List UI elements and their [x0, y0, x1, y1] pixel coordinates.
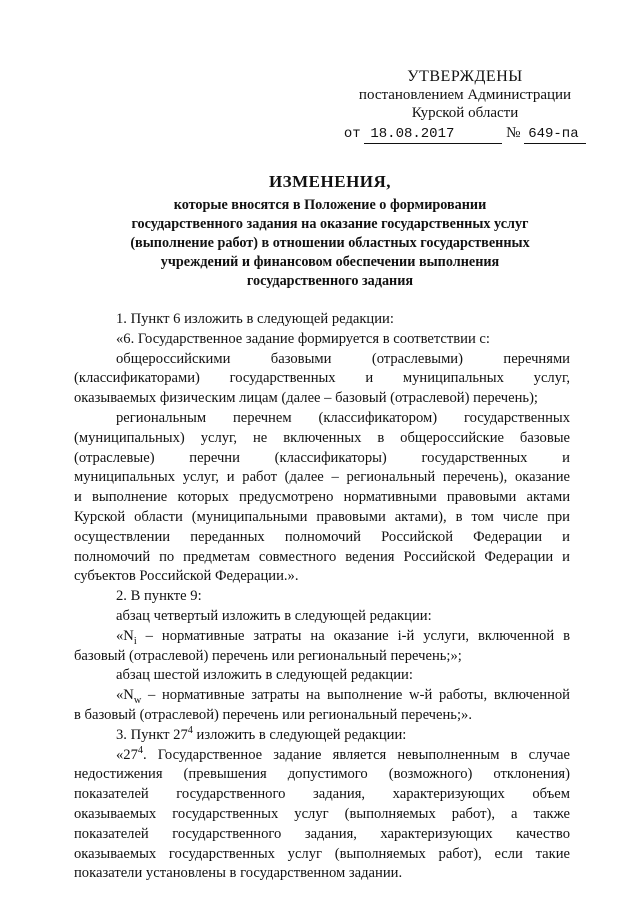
formula-nw-line: «$N_w$ – нормативные затраты на выполнение w-й работы, включенной [116, 687, 570, 707]
paragraph-line: осуществлении переданных полномочий Российской Федерации и [74, 528, 570, 545]
paragraph-line: показатели установлены в государственном задании. [74, 865, 403, 882]
paragraph-line: региональным перечнем (классификатором) государственных [116, 409, 570, 426]
approval-date-line [330, 124, 600, 144]
subtitle-line: учреждений и финансовом обеспечении выполнения [160, 254, 500, 270]
paragraph-line: субъектов Российской Федерации.». [74, 568, 299, 585]
paragraph-line: общероссийскими базовыми (отраслевыми) перечнями [116, 350, 570, 367]
paragraph-line: абзац шестой изложить в следующей редакции: [116, 667, 413, 684]
paragraph-line: базовый (отраслевой) перечень или региональный перечень;»; [74, 647, 462, 664]
paragraph-line: и выполнение которых предусмотрено нормативными правовыми актами [74, 489, 570, 506]
paragraph-line: оказываемых государственных услуг (выполняемых работ), если такие [74, 845, 570, 862]
paragraph-line: полномочий по предметам совместного ведения Российской Федерации и [74, 548, 570, 565]
paragraph-line: оказываемых государственных услуг (выполняемых работ), а также [74, 805, 570, 822]
paragraph-line: (муниципальных) услуг, не включенных в общероссийские базовые [74, 429, 570, 446]
approval-date: 18.08.2017 [364, 125, 502, 144]
approval-line-1: постановлением Администрации [358, 87, 572, 103]
subtitle-line: (выполнение работ) в отношении областных государственных [130, 235, 530, 251]
approval-number: 649-па [524, 125, 586, 144]
paragraph-line: муниципальных услуг, и работ (далее – региональный перечень), оказание [74, 469, 570, 486]
paragraph-line: «6. Государственное задание формируется в соответствии с: [116, 330, 490, 347]
paragraph-line: «$27^4$. Государственное задание является невыполненным в случае [116, 744, 570, 763]
paragraph-3-heading: 3. Пункт $27^4$ изложить в следующей редакции: [116, 724, 407, 743]
paragraph-line: в базовый (отраслевой) перечень или региональный перечень;». [74, 706, 472, 723]
subtitle-line: которые вносятся в Положение о формировании [173, 197, 487, 213]
approval-line-2: Курской области [411, 105, 519, 121]
document-body [74, 310, 570, 884]
paragraph-line: (классификаторами) государственных и муниципальных услуг, [74, 370, 570, 387]
paragraph-line: показателей государственного задания, характеризующих качество [74, 825, 570, 842]
paragraph-2-heading: 2. В пункте 9: [116, 588, 202, 605]
approval-stamp [330, 68, 600, 144]
subtitle-line: государственного задания на оказание государственных услуг [131, 216, 529, 232]
document-header [90, 172, 570, 291]
approval-title: УТВЕРЖДЕНЫ [407, 68, 523, 85]
formula-ni-line: «$N_i$ – нормативные затраты на оказание i-й услуги, включенной в [116, 627, 570, 647]
paragraph-line: оказываемых физическим лицам (далее – базовый (отраслевой) перечень); [74, 390, 538, 407]
document-title: ИЗМЕНЕНИЯ, [268, 172, 392, 191]
paragraph-line: недостижения (превышения допустимого (возможного) отклонения) [74, 766, 570, 783]
paragraph-line: Курской области (муниципальными правовыми актами), в том числе при [74, 508, 570, 525]
date-prefix: от [343, 126, 361, 142]
paragraph-1-heading: 1. Пункт 6 изложить в следующей редакции: [116, 311, 394, 327]
subtitle-line: государственного задания [246, 273, 414, 289]
paragraph-line: показателей государственного задания, характеризующих объем [74, 786, 570, 803]
paragraph-line: (отраслевые) перечни (классификаторы) государственных и [74, 449, 570, 466]
paragraph-line: абзац четвертый изложить в следующей редакции: [116, 607, 432, 624]
number-prefix: № [506, 125, 521, 141]
document-subtitle [90, 196, 570, 291]
